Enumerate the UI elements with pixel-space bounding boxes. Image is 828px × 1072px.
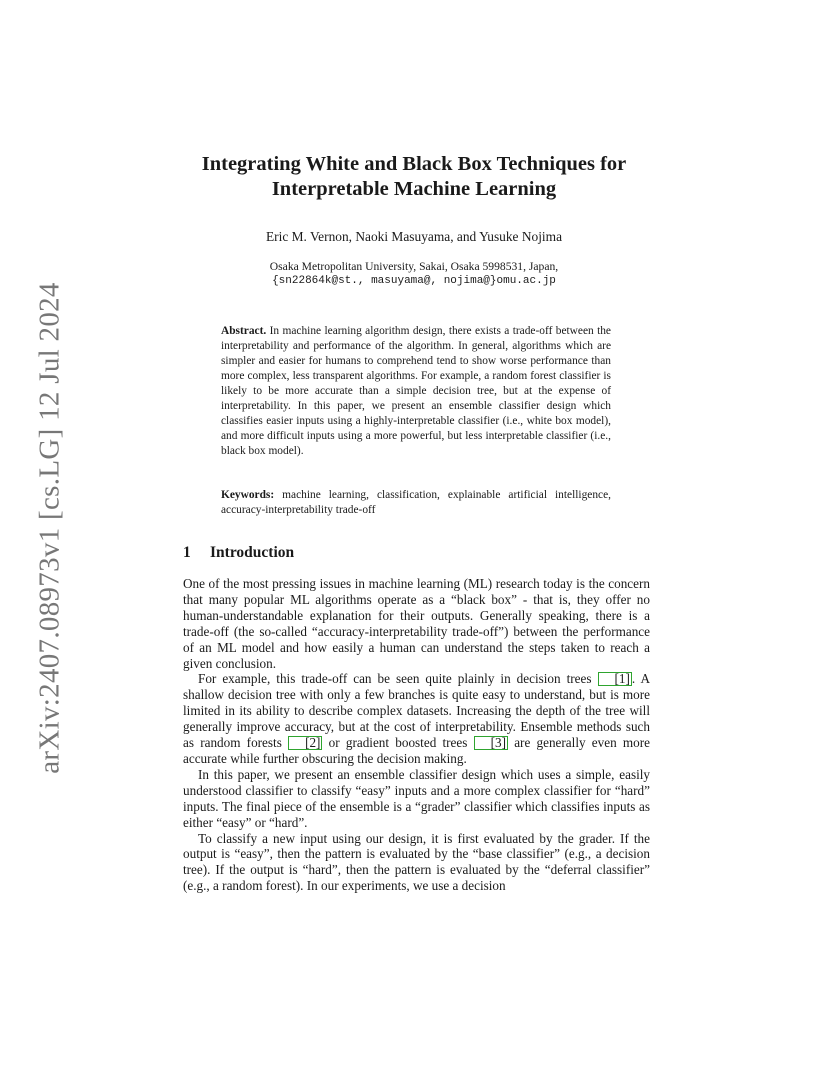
paragraph-2-text-c: or gradient boosted trees [322,735,474,751]
affiliation-text: Osaka Metropolitan University, Sakai, Osaka 5998531, Japan, [269,260,559,273]
paragraph-2-text-d: are generally even more accurate while further obscuring the decision making. [183,735,650,766]
introduction-body [183,576,650,894]
paragraph-2 [183,671,650,766]
paper-title [0,152,828,202]
paragraph-2-text-b: . A shallow decision tree with only a few branches is quite easy to understand, but is more limited in its ability to describe complex datasets. Increasing the depth of the tree will generally improve accuracy, but at the cost of interpretability. Ensemble methods such as random forests [183,671,650,751]
paragraph-4: To classify a new input using our design, it is first evaluated by the grader. If the output is “easy”, then the pattern is evaluated by the “base classifier” (e.g., a decision tree). If the output is “hard”, then the pattern is evaluated by the “deferral classifier” (e.g., a random forest). In our experiments, we use a decision [183,830,650,894]
paragraph-2-text-a: For example, this trade-off can be seen quite plainly in decision trees [198,671,598,687]
author-emails: {sn22864k@st., masuyama@, nojima@}omu.ac.jp [272,275,556,287]
keywords-block [221,488,611,518]
title-line-1: Integrating White and Black Box Techniques for [201,153,627,175]
affiliation-block [0,259,828,289]
paragraph-1: One of the most pressing issues in machine learning (ML) research today is the concern that many popular ML algorithms operate as a “black box” - that is, they offer no human-understandable explanation for their outputs. Generally speaking, there is a trade-off (the so-called “accuracy-interpretability trade-off”) between the performance of an ML model and how easily a human can understand the steps taken to reach a given conclusion. [183,576,650,671]
author-list: Eric M. Vernon, Naoki Masuyama, and Yusuke Nojima [265,229,563,244]
paragraph-3: In this paper, we present an ensemble classifier design which uses a simple, easily understood classifier to classify “easy” inputs and a more complex classifier for “hard” inputs. The final piece of the ensemble is a “grader” classifier which classifies inputs as either “easy” or “hard”. [183,766,650,830]
abstract-text: In machine learning algorithm design, there exists a trade-off between the interpretability and performance of the algorithm. In general, algorithms which are simpler and easier for humans to comprehend tend to show worse performance than more complex, less transparent algorithms. For example, a random forest classifier is likely to be more accurate than a simple decision tree, but at the expense of interpretability. In this paper, we present an ensemble classifier design which classifies easier inputs using a highly-interpretable classifier (i.e., white box model), and more difficult inputs using a more powerful, but less interpretable classifier (i.e., black box model). [221,325,611,457]
abstract-label: Abstract. [221,325,267,337]
section-heading-introduction [183,544,294,562]
section-number: 1 [183,544,191,561]
arxiv-identifier-stamp: arXiv:2407.08973v1 [cs.LG] 12 Jul 2024 [33,282,66,774]
keywords-text: machine learning, classification, explainable artificial intelligence, accuracy-interpretability trade-off [221,489,611,516]
section-title: Introduction [210,544,295,561]
citation-link-2[interactable]: [2] [288,736,322,750]
keywords-label: Keywords: [221,489,275,501]
title-line-2: Interpretable Machine Learning [271,178,557,200]
citation-link-3[interactable]: [3] [474,736,508,750]
citation-link-1[interactable]: [1] [598,672,632,686]
abstract-block [221,324,611,459]
